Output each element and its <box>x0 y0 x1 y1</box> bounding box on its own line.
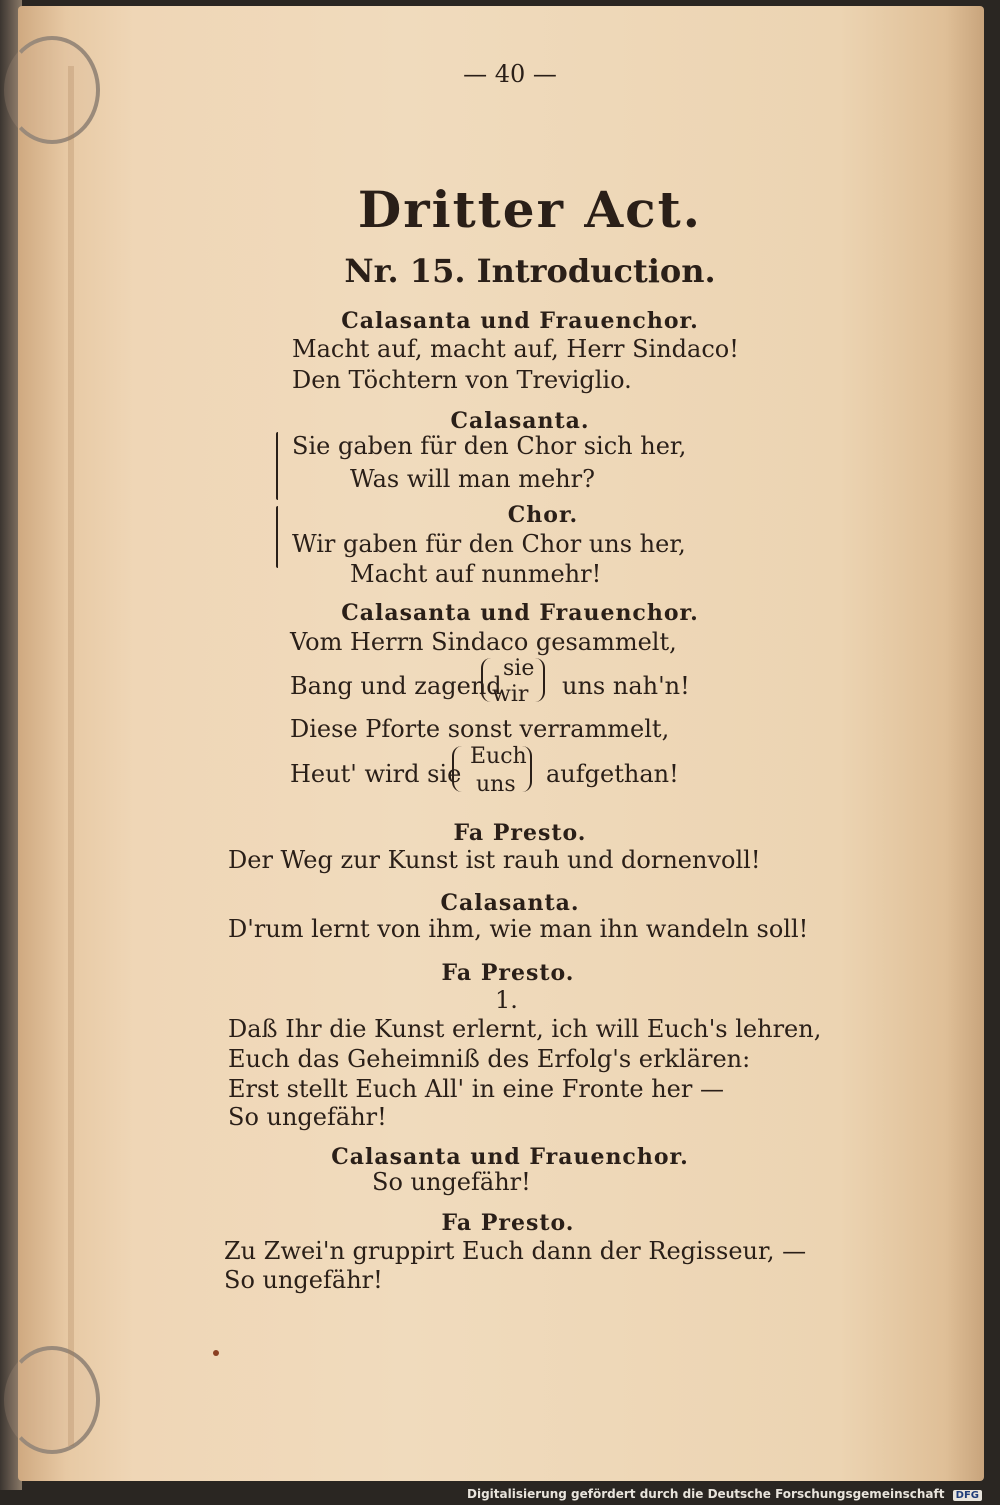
verse-line: D'rum lernt von ihm, wie man ihn wandeln soll! <box>228 915 809 943</box>
left-brace <box>481 658 491 702</box>
speaker-heading: Fa Presto. <box>453 820 587 846</box>
right-brace <box>535 658 545 702</box>
verse-line: aufgethan! <box>546 760 679 788</box>
left-brace <box>276 506 278 568</box>
verse-line: Macht auf nunmehr! <box>350 560 602 588</box>
variant-word: wir <box>492 682 529 707</box>
verse-line: So ungefähr! <box>228 1103 387 1131</box>
left-brace <box>276 432 278 500</box>
page-number: — 40 — <box>463 60 557 88</box>
verse-number: 1. <box>495 986 518 1014</box>
speaker-heading: Calasanta. <box>450 408 590 434</box>
binding-ring-bottom <box>4 1346 100 1454</box>
verse-line: Den Töchtern von Treviglio. <box>292 366 632 394</box>
verse-line: Wir gaben für den Chor uns her, <box>292 530 686 558</box>
page-gutter-shadow <box>68 66 74 1446</box>
variant-word: uns <box>476 772 516 797</box>
speaker-heading: Fa Presto. <box>441 1210 575 1236</box>
speaker-heading: Chor. <box>507 502 579 528</box>
variant-word: sie <box>503 656 535 681</box>
verse-line: Erst stellt Euch All' in eine Fronte her — <box>228 1075 724 1103</box>
dfg-logo: DFG <box>953 1490 982 1501</box>
right-brace <box>522 746 532 792</box>
speaker-heading: Fa Presto. <box>441 960 575 986</box>
verse-line: uns nah'n! <box>562 672 690 700</box>
verse-line: So ungefähr! <box>224 1266 383 1294</box>
verse-line: Bang und zagend <box>290 672 502 700</box>
speaker-heading: Calasanta und Frauenchor. <box>331 1144 689 1170</box>
paper-stain <box>213 1350 219 1356</box>
verse-line: Euch das Geheimniß des Erfolg's erklären: <box>228 1045 751 1073</box>
verse-line: Heut' wird sie <box>290 760 462 788</box>
verse-line: Diese Pforte sonst verrammelt, <box>290 715 670 743</box>
verse-line: Vom Herrn Sindaco gesammelt, <box>290 628 677 656</box>
binding-ring-top <box>4 36 100 144</box>
act-title: Dritter Act. <box>357 180 703 239</box>
verse-line: So ungefähr! <box>372 1168 531 1196</box>
speaker-heading: Calasanta und Frauenchor. <box>341 600 699 626</box>
speaker-heading: Calasanta. <box>440 890 580 916</box>
number-title: Nr. 15. Introduction. <box>344 252 716 290</box>
verse-line: Daß Ihr die Kunst erlernt, ich will Euch's lehren, <box>228 1015 822 1043</box>
verse-line: Zu Zwei'n gruppirt Euch dann der Regisseur, — <box>224 1237 807 1265</box>
verse-line: Was will man mehr? <box>350 465 595 493</box>
credit-text: Digitalisierung gefördert durch die Deutsche Forschungsgemeinschaft <box>467 1487 945 1501</box>
verse-line: Sie gaben für den Chor sich her, <box>292 432 687 460</box>
left-brace <box>452 746 462 792</box>
verse-line: Der Weg zur Kunst ist rauh und dornenvoll! <box>228 846 761 874</box>
variant-word: Euch <box>470 744 527 769</box>
speaker-heading: Calasanta und Frauenchor. <box>341 308 699 334</box>
verse-line: Macht auf, macht auf, Herr Sindaco! <box>292 335 739 363</box>
digitization-credit <box>467 1487 982 1501</box>
